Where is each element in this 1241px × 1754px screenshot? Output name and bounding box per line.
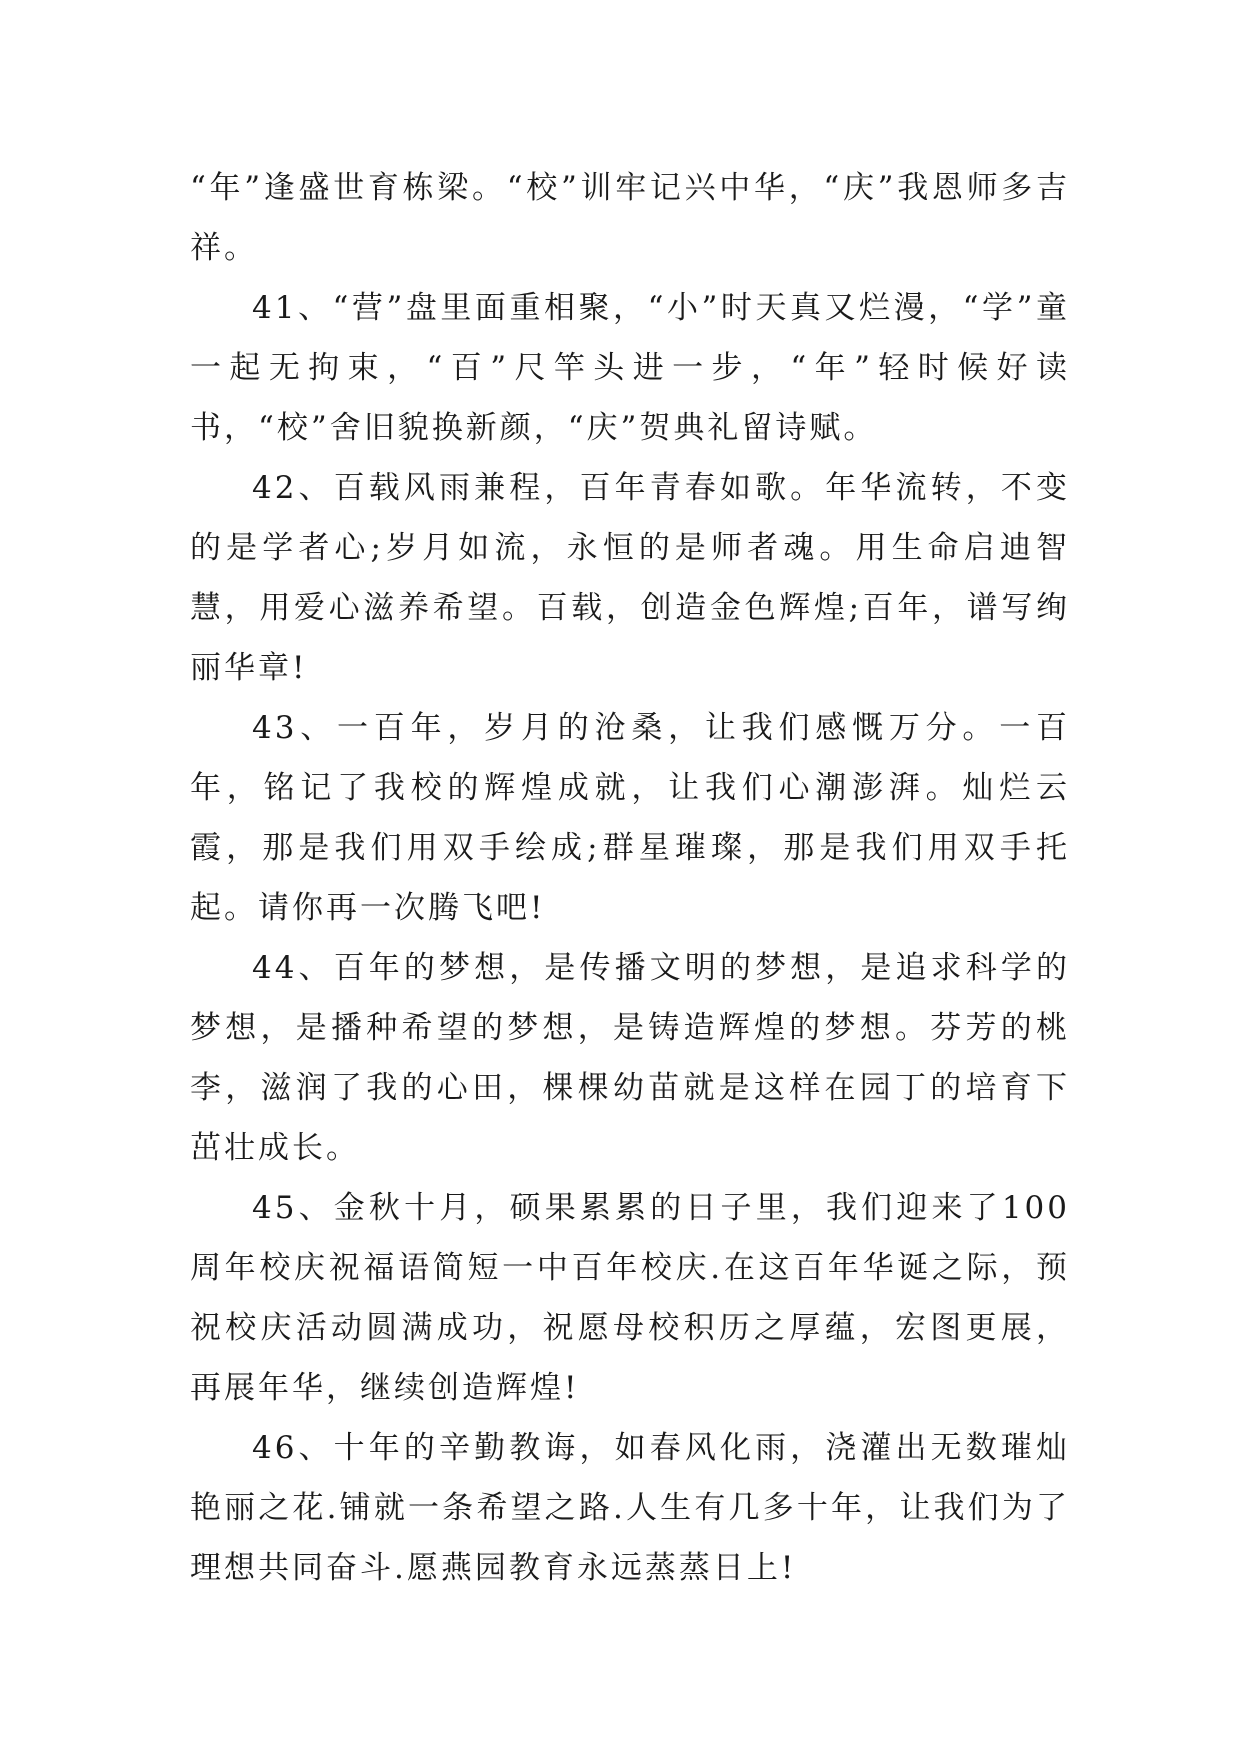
paragraph-46: 46、十年的辛勤教诲，如春风化雨，浇灌出无数璀灿艳丽之花.铺就一条希望之路.人生有几多十年，让我们为了理想共同奋斗.愿燕园教育永远蒸蒸日上! [190,1430,1070,1586]
paragraph-continuation: “年”逢盛世育栋梁。“校”训牢记兴中华，“庆”我恩师多吉祥。 [190,170,1070,266]
paragraph-44: 44、百年的梦想，是传播文明的梦想，是追求科学的梦想，是播种希望的梦想，是铸造辉煌的梦想。芬芳的桃李，滋润了我的心田，棵棵幼苗就是这样在园丁的培育下茁壮成长。 [190,950,1070,1166]
document-body [190,158,1070,1598]
paragraph-45: 45、金秋十月，硕果累累的日子里，我们迎来了100周年校庆祝福语简短一中百年校庆.在这百年华诞之际，预祝校庆活动圆满成功，祝愿母校积历之厚蕴，宏图更展，再展年华，继续创造辉煌! [190,1190,1070,1406]
paragraph-43: 43、一百年，岁月的沧桑，让我们感慨万分。一百年，铭记了我校的辉煌成就，让我们心潮澎湃。灿烂云霞，那是我们用双手绘成;群星璀璨，那是我们用双手托起。请你再一次腾飞吧! [190,710,1070,926]
paragraph-41: 41、“营”盘里面重相聚，“小”时天真又烂漫，“学”童一起无拘束，“百”尺竿头进一步，“年”轻时候好读书，“校”舍旧貌换新颜，“庆”贺典礼留诗赋。 [190,290,1070,446]
paragraph-42: 42、百载风雨兼程，百年青春如歌。年华流转，不变的是学者心;岁月如流，永恒的是师者魂。用生命启迪智慧，用爱心滋养希望。百载，创造金色辉煌;百年，谱写绚丽华章! [190,470,1070,686]
